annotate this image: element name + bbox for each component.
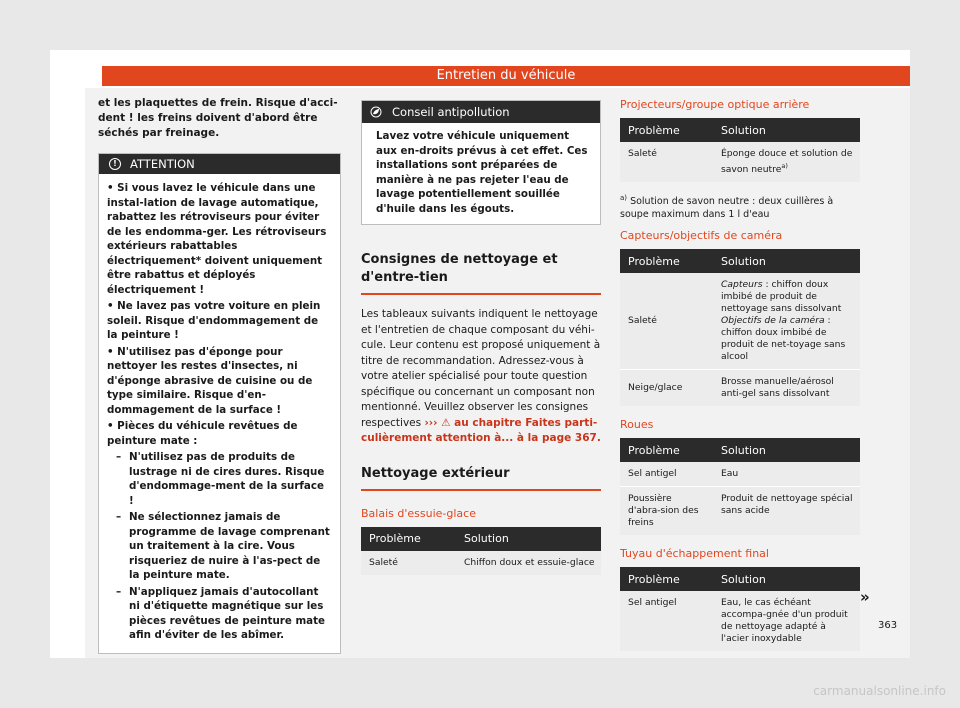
table-cell: Sel antigel [620,462,713,487]
table-cell: Produit de nettoyage spécial sans acide [713,487,860,536]
table-title: Capteurs/objectifs de caméra [620,229,783,243]
chapter-reference-link[interactable]: ››› ⚠ au chapitre Faites parti-culièrement attention à... à la page 367. [361,416,601,444]
warning-circle-icon: ! [109,158,121,170]
column-header: Solution [713,438,860,462]
table-row [620,273,860,370]
column-header: Solution [713,118,860,142]
attention-header [99,154,340,174]
table-cell: Chiffon doux et essuie-glace [456,551,601,575]
data-table [620,567,860,651]
table-cell: Eau [713,462,860,487]
tip-box [361,100,601,225]
data-table [361,527,601,575]
column-middle [361,100,601,575]
tip-header [362,101,600,123]
page-header-title: Entretien du véhicule [102,66,910,86]
table-headlights [620,98,860,182]
column-right [620,98,860,651]
column-header: Solution [713,249,860,273]
eco-leaf-icon [370,106,382,118]
tip-text: Lavez votre véhicule uniquement aux en-droits prévus à cet effet. Ces installations sont préparées de manière à ne pas rejeter l'eau de lavage potentiellement souillée d'huile dans les égouts. [376,130,588,215]
attention-dash-item: – N'appliquez jamais d'autocollant ni d'étiquette magnétique sur les pièces revêtues de peinture mate afin d'éviter de les abîmer. [107,585,332,643]
intro-text: et les plaquettes de frein. Risque d'acci-dent ! les freins doivent d'abord être séchés par freinage. [98,97,338,139]
table-row [620,591,860,651]
data-table [620,438,860,535]
data-table [620,118,860,182]
attention-dash-item: – N'utilisez pas de produits de lustrage ni de cires dures. Risque d'endommage-ment de la surface ! [107,450,332,508]
column-left [98,96,341,654]
table-cell: Neige/glace [620,370,713,407]
continue-marker: » [860,588,870,606]
section-title: Consignes de nettoyage et d'entre-tien [361,251,601,295]
table-cell: Éponge douce et solution de savon neutre$^{a)}$ [713,142,860,182]
section-paragraph: Les tableaux suivants indiquent le nettoyage et l'entretien de chaque composant du véhi-cule. Leur contenu est proposé uniquement à titre de recommandation. Adressez-vous à votre atelier spécialisé pour toute question spécifique ou concernant un composant non mentionné. Veuillez observer les consignes respectives ››› ⚠ au chapitre Faites parti-culièrement attention à... à la page 367. [361,308,601,444]
watermark-text: carmanualsonline.info [813,684,946,698]
table-title: Projecteurs/groupe optique arrière [620,98,810,111]
table-title: Balais d'essuie-glace [361,506,476,520]
attention-title: ATTENTION [130,157,195,171]
attention-dash-item: – Ne sélectionnez jamais de programme de lavage comprenant un traitement à la cire. Vous risqueriez de nuire à l'as-pect de la peinture mate. [107,510,332,583]
attention-bullet: • Pièces du véhicule revêtues de peinture mate : [107,420,298,447]
column-header: Solution [456,527,601,551]
table-wheels [620,418,860,535]
data-table [620,249,860,406]
subsection-title: Nettoyage extérieur [361,465,601,491]
footnote: $^{a)}$ Solution de savon neutre : deux cuillères à soupe maximum dans 1 l d'eau [620,194,834,221]
column-header: Solution [713,567,860,591]
table-cell: Brosse manuelle/aérosol anti-gel sans dissolvant [713,370,860,407]
table-cell: Eau, le cas échéant accompa-gnée d'un produit de nettoyage adapté à l'acier inoxydable [713,591,860,651]
table-title: Roues [620,418,654,432]
table-row [620,142,860,182]
table-cell: Sel antigel [620,591,713,651]
table-exhaust [620,547,860,651]
column-header: Problème [620,118,713,142]
table-cell: Poussière d'abra-sion des freins [620,487,713,536]
table-cell: Saleté [620,142,713,182]
table-sensors [620,229,860,406]
table-title: Tuyau d'échappement final [620,547,769,561]
attention-bullet: • N'utilisez pas d'éponge pour nettoyer les restes d'insectes, ni d'éponge abrasive de cuisine ou de type similaire. Risque d'en-dommagement de la surface ! [107,345,313,416]
attention-bullet: • Ne lavez pas votre voiture en plein soleil. Risque d'endommagement de la peinture ! [107,300,321,341]
column-header: Problème [361,527,456,551]
page-number: 363 [878,620,898,631]
attention-bullet: • Si vous lavez le véhicule dans une instal-lation de lavage automatique, rabattez les rétroviseurs pour éviter de les endomma-ger. Les rétroviseurs extérieurs rabattables électriquement* doivent uniquement être rabattus et déployés électriquement ! [107,182,327,296]
table-row [620,370,860,407]
column-header: Problème [620,249,713,273]
section-cleaning [361,251,601,447]
table-wipers [361,507,601,575]
tip-title: Conseil antipollution [392,105,510,119]
table-cell: Saleté [620,273,713,370]
table-row [620,462,860,487]
section-exterior [361,465,601,491]
table-row [361,551,601,575]
attention-box [98,153,341,654]
column-header: Problème [620,438,713,462]
table-cell: Capteurs : chiffon doux imbibé de produit de nettoyage sans dissolvant Objectifs de la caméra : chiffon doux imbibé de produit de net-toyage sans alcool [713,273,860,370]
table-row [620,487,860,536]
footnote-marker: a) [781,162,788,170]
column-header: Problème [620,567,713,591]
table-cell: Saleté [361,551,456,575]
attention-body [99,174,340,653]
